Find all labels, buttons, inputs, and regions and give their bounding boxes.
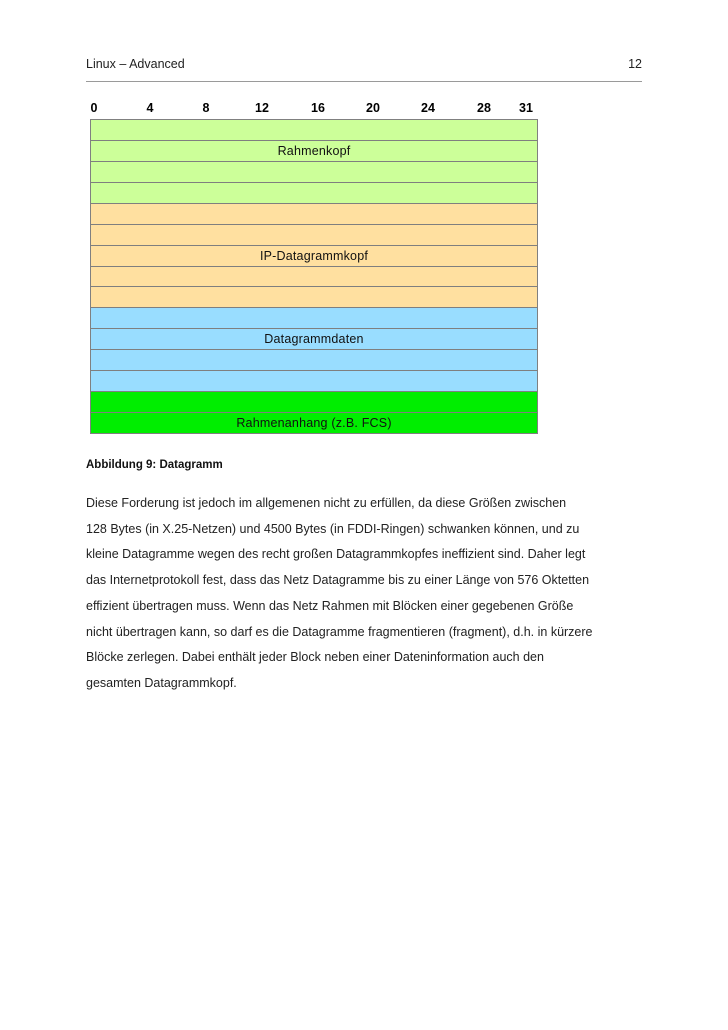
paragraph-line: Blöcke zerlegen. Dabei enthält jeder Block neben einer Dateninformation auch den <box>86 650 544 665</box>
diagram-row <box>91 371 537 392</box>
bit-label: 28 <box>477 101 491 115</box>
diagram-row <box>91 183 537 204</box>
datagram-diagram <box>90 119 538 434</box>
diagram-row <box>91 225 537 246</box>
bit-label: 12 <box>255 101 269 115</box>
page-header <box>86 57 642 75</box>
paragraph-line: das Internetprotokoll fest, dass das Netz Datagramme bis zu einer Länge von 576 Oktetten <box>86 573 590 588</box>
diagram-row <box>91 350 537 371</box>
diagram-row <box>91 162 537 183</box>
diagram-row <box>91 308 537 329</box>
section-label: Rahmenanhang (z.B. FCS) <box>236 416 392 431</box>
paragraph-line: nicht übertragen kann, so darf es die Datagramme fragmentieren (fragment), d.h. in kürzere <box>86 624 593 639</box>
bit-label: 24 <box>421 101 435 115</box>
paragraph-line: 128 Bytes (in X.25-Netzen) und 4500 Bytes (in FDDI-Ringen) schwanken können, und zu <box>86 521 580 536</box>
diagram-row <box>91 120 537 141</box>
paragraph-line: kleine Datagramme wegen des recht großen Datagrammkopfes ineffizient sind. Daher legt <box>86 547 586 562</box>
section-label: IP-Datagrammkopf <box>259 248 369 263</box>
header-divider <box>86 81 642 82</box>
paragraph-line: gesamten Datagrammkopf. <box>86 675 237 690</box>
section-label: Datagrammdaten <box>264 332 364 347</box>
bit-position-labels <box>86 101 546 117</box>
diagram-row <box>91 267 537 288</box>
figure-caption: Abbildung 9: Datagramm <box>86 459 223 471</box>
bit-label: 20 <box>366 101 380 115</box>
diagram-row <box>91 287 537 308</box>
bit-label: 0 <box>90 101 98 115</box>
bit-label: 16 <box>311 101 325 115</box>
section-label: Rahmenkopf <box>277 143 351 158</box>
diagram-row <box>91 392 537 413</box>
paragraph-line: effizient übertragen muss. Wenn das Netz Rahmen mit Blöcken einer gegebenen Größe <box>86 598 574 613</box>
bit-label: 31 <box>519 101 533 115</box>
diagram-row <box>91 204 537 225</box>
page-number: 12 <box>628 57 642 71</box>
paragraph-line: Diese Forderung ist jedoch im allgemenen nicht zu erfüllen, da diese Größen zwischen <box>86 496 567 510</box>
body-paragraph <box>86 491 646 697</box>
bit-label: 4 <box>146 101 154 115</box>
bit-label: 8 <box>202 101 210 115</box>
document-title: Linux – Advanced <box>86 57 185 71</box>
